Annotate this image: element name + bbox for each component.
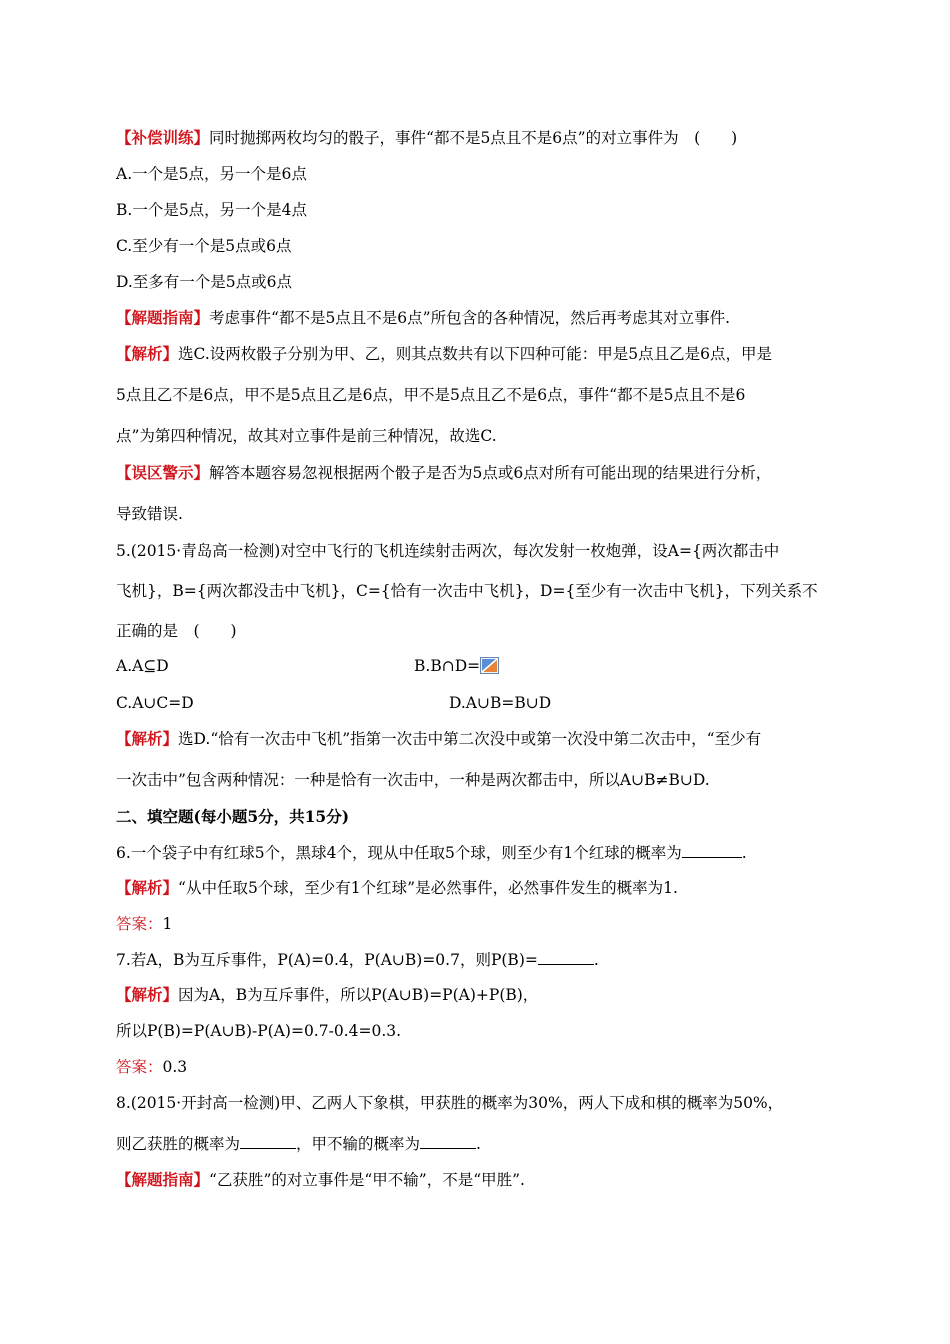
question-5-line-3: 正确的是 ( ) bbox=[116, 622, 237, 640]
solution-6 bbox=[116, 878, 678, 898]
q5-option-b-text: B.B∩D= bbox=[414, 657, 481, 675]
solution-5-line-2: 一次击中”包含两种情况：一种是恰有一次击中，一种是两次都击中，所以A∪B≠B∪D. bbox=[116, 771, 710, 789]
solution-tag: 【解析】 bbox=[116, 344, 179, 363]
supplement-tag: 【补偿训练】 bbox=[116, 128, 210, 147]
question-8-end: . bbox=[476, 1135, 481, 1153]
answer-blank bbox=[420, 1134, 476, 1149]
option-c: C.至少有一个是5点或6点 bbox=[116, 237, 292, 255]
option-b: B.一个是5点，另一个是4点 bbox=[116, 201, 308, 219]
guide-8-text: “乙获胜”的对立事件是“甲不输”，不是“甲胜”. bbox=[209, 1171, 525, 1189]
answer-blank bbox=[538, 950, 594, 965]
solution-6-text: “从中任取5个球，至少有1个红球”是必然事件，必然事件发生的概率为1. bbox=[178, 879, 678, 897]
question-5-line-1: 5.(2015·青岛高一检测)对空中飞行的飞机连续射击两次，每次发射一枚炮弹，设A={两次都击中 bbox=[116, 542, 780, 560]
supplement-question bbox=[116, 128, 737, 148]
solution-5-text: 选D.“恰有一次击中飞机”指第一次击中第二次没中或第一次没中第二次击中，“至少有 bbox=[178, 730, 762, 748]
supplement-stem: 同时抛掷两枚均匀的骰子，事件“都不是5点且不是6点”的对立事件为 ( ) bbox=[209, 129, 738, 147]
guide-text: 考虑事件“都不是5点且不是6点”所包含的各种情况，然后再考虑其对立事件. bbox=[209, 309, 731, 327]
answer-blank bbox=[682, 843, 742, 858]
q5-option-c: C.A∪C=D bbox=[116, 694, 194, 712]
answer-6-value: 1 bbox=[162, 915, 173, 933]
question-5-line-2: 飞机}，B={两次都没击中飞机}，C={恰有一次击中飞机}，D={至少有一次击中飞机}，下列关系不 bbox=[116, 582, 818, 600]
solution-5-tag: 【解析】 bbox=[116, 729, 179, 748]
answer-7-value: 0.3 bbox=[162, 1058, 188, 1076]
option-a: A.一个是5点，另一个是6点 bbox=[116, 165, 307, 183]
q5-option-d: D.A∪B=B∪D bbox=[449, 694, 552, 712]
question-8-part-b: ，甲不输的概率为 bbox=[296, 1135, 421, 1153]
question-7 bbox=[116, 950, 599, 970]
question-7-end: . bbox=[593, 951, 599, 969]
solution-1-line-3: 点”为第四种情况，故其对立事件是前三种情况，故选C. bbox=[116, 427, 497, 445]
question-8-part-a: 则乙获胜的概率为 bbox=[116, 1135, 241, 1153]
guide-8 bbox=[116, 1170, 525, 1190]
answer-7 bbox=[116, 1057, 187, 1077]
q5-option-a: A.A⊆D bbox=[116, 657, 169, 675]
question-6-stem: 6.一个袋子中有红球5个，黑球4个，现从中任取5个球，则至少有1个红球的概率为 bbox=[116, 844, 682, 862]
solution-text: 选C.设两枚骰子分别为甲、乙，则其点数共有以下四种可能：甲是5点且乙是6点，甲是 bbox=[178, 345, 772, 363]
question-6-end: . bbox=[741, 844, 747, 862]
answer-6-label: 答案： bbox=[116, 915, 163, 933]
question-6 bbox=[116, 843, 747, 863]
warning-tag: 【误区警示】 bbox=[116, 463, 210, 482]
guide-8-tag: 【解题指南】 bbox=[116, 1170, 210, 1189]
answer-7-label: 答案： bbox=[116, 1058, 163, 1076]
empty-set-image-icon bbox=[480, 657, 499, 674]
q5-option-b bbox=[414, 656, 499, 676]
warning-text: 解答本题容易忽视根据两个骰子是否为5点或6点对所有可能出现的结果进行分析， bbox=[209, 464, 772, 482]
solution-1-line-2: 5点且乙不是6点，甲不是5点且乙是6点，甲不是5点且乙不是6点，事件“都不是5点且不是6 bbox=[116, 386, 746, 404]
solution-6-tag: 【解析】 bbox=[116, 878, 179, 897]
solution-7-text: 因为A，B为互斥事件，所以P(A∪B)=P(A)+P(B)， bbox=[178, 986, 539, 1004]
solution-7-line-2: 所以P(B)=P(A∪B)-P(A)=0.7-0.4=0.3. bbox=[116, 1022, 402, 1040]
solution-5-line-1 bbox=[116, 729, 761, 749]
option-d: D.至多有一个是5点或6点 bbox=[116, 273, 293, 291]
guide-tag: 【解题指南】 bbox=[116, 308, 210, 327]
solution-7-line-1 bbox=[116, 985, 538, 1005]
answer-blank bbox=[240, 1134, 296, 1149]
guide-1 bbox=[116, 308, 730, 328]
question-7-stem: 7.若A，B为互斥事件，P(A)=0.4，P(A∪B)=0.7，则P(B)= bbox=[116, 951, 538, 969]
answer-6 bbox=[116, 914, 172, 934]
solution-7-tag: 【解析】 bbox=[116, 985, 179, 1004]
warning-line-2: 导致错误. bbox=[116, 505, 183, 523]
solution-1-line-1 bbox=[116, 344, 772, 364]
warning-line-1 bbox=[116, 463, 771, 483]
section-heading: 二、填空题(每小题5分，共15分) bbox=[116, 807, 350, 826]
question-8-line-2 bbox=[116, 1134, 481, 1154]
question-8-line-1: 8.(2015·开封高一检测)甲、乙两人下象棋，甲获胜的概率为30%，两人下成和棋的概率为50%， bbox=[116, 1094, 784, 1112]
